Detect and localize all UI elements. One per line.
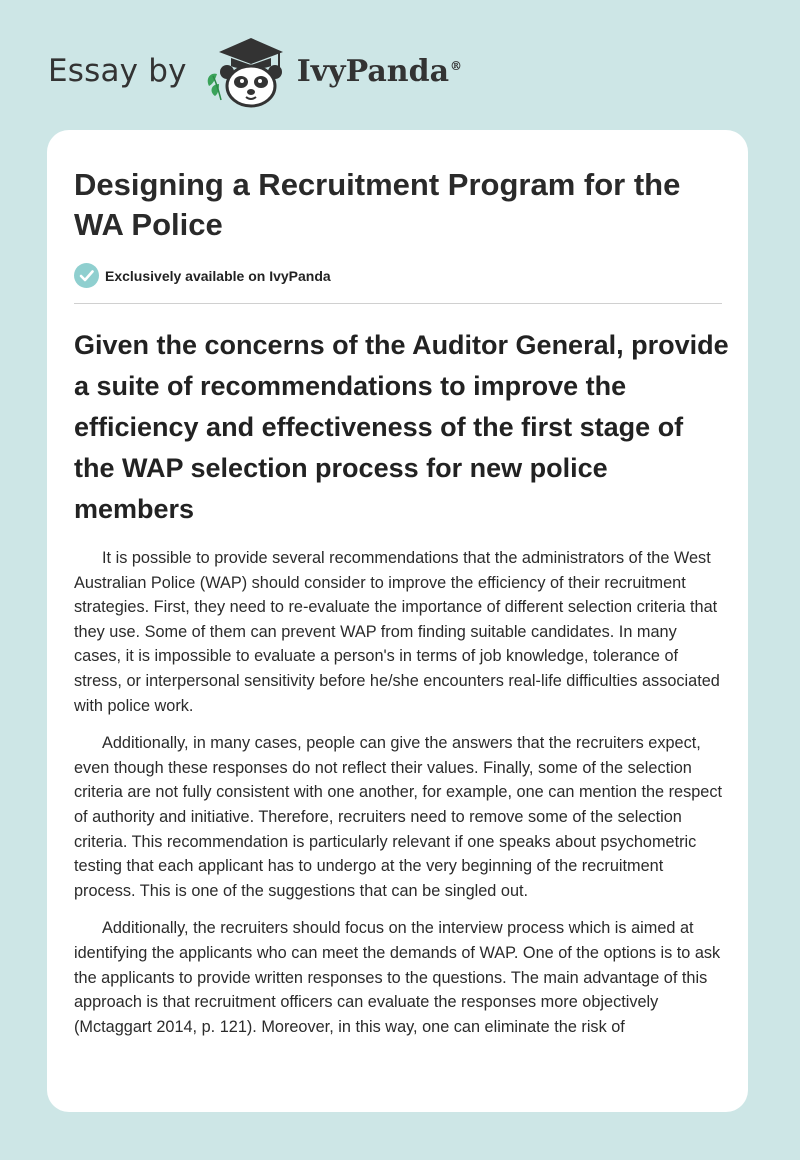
check-circle-icon <box>74 263 99 288</box>
paragraph: It is possible to provide several recommendations that the administrators of the West Australian Police (WAP) should consider to improve the efficiency of their recruitment strategies. First, they need to re-evaluate the importance of different selection criteria that they use. Some of them can prevent WAP from finding suitable candidates. In many cases, it is impossible to evaluate a person's in terms of job knowledge, tolerance of stress, or interpersonal sensitivity before he/she encounters real-life difficulties associated with police work. <box>74 549 720 715</box>
brand-name[interactable]: IvyPanda® <box>296 53 463 89</box>
essay-card <box>47 130 748 1112</box>
exclusive-badge <box>74 263 331 288</box>
site-header <box>48 34 462 108</box>
essay-title: Designing a Recruitment Program for the WA Police <box>74 167 681 242</box>
divider <box>74 303 722 304</box>
question-heading: Given the concerns of the Auditor General, provide a suite of recommendations to improve the efficiency and effectiveness of the first stage of the WAP selection process for new police members <box>74 330 729 524</box>
registered-mark: ® <box>450 58 463 73</box>
essay-body <box>74 546 724 1052</box>
paragraph: Additionally, the recruiters should focus on the interview process which is aimed at identifying the applicants who can meet the demands of WAP. One of the options is to ask the applicants to provide written responses to the questions. The main advantage of this approach is that recruitment officers can evaluate the responses more objectively (Mctaggart 2014, p. 121). Moreover, in this way, one can eliminate the risk of <box>74 919 721 1036</box>
paragraph: Additionally, in many cases, people can give the answers that the recruiters expect, even though these responses do not reflect their values. Finally, some of the selection criteria are not fully consistent with one another, for example, one can mention the respect of authority and initiative. Therefore, recruiters need to remove some of the selection criteria. This recommendation is particularly relevant if one speaks about psychometric testing that each applicant has to undergo at the very beginning of the recruitment process. This is one of the suggestions that can be singled out. <box>74 734 722 900</box>
ivypanda-logo-icon[interactable] <box>201 34 291 108</box>
essay-by-label: Essay by <box>48 53 187 89</box>
badge-label: Exclusively available on IvyPanda <box>105 267 331 284</box>
